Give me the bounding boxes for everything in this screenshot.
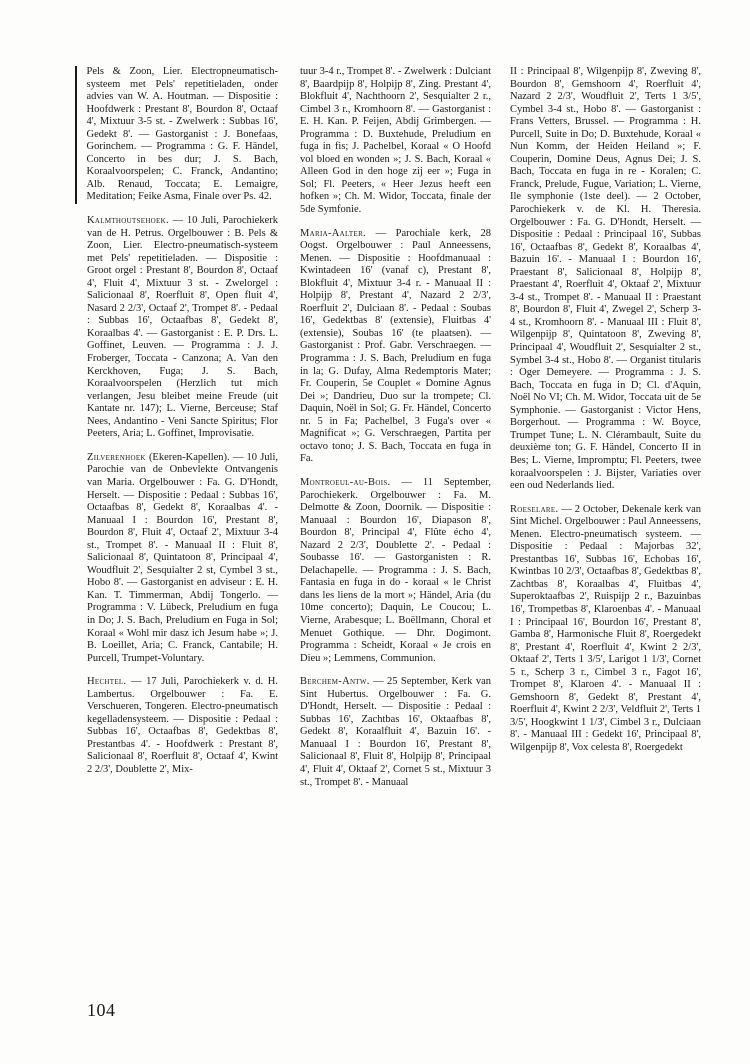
entry-paragraph xyxy=(300,477,491,665)
entry-paragraph xyxy=(87,452,278,665)
place-name: Hechtel. xyxy=(87,676,127,688)
text-column-1 xyxy=(87,66,278,788)
entry-paragraph xyxy=(300,66,491,217)
place-name: Zilverenhoek xyxy=(87,451,146,463)
place-name: Berchem-Antw. xyxy=(300,676,370,688)
entry-text: — 2 October, Dekenale kerk van Sint Michel. Orgelbouwer : Paul Anneessens, Menen. Electro-pneumatisch systeem. — Dispositie : Pedaal : Majorbas 32', Prestantbas 16', Subbas 16', Echobas 16', Kwintbas 10 2/3', Octaafbas 8', Gedektbas 8', Zachtbas 8', Koraalbas 4', Fluitbas 4', Superoktaafbas 2', Ruispijp 2 r., Bazuinbas 16', Trompetbas 8', Klaroenbas 4'. - Manuaal I : Principaal 16', Bourdon 16', Prestant 8', Gamba 8', Harmonische Fluit 8', Roergedekt 8', Prestant 4', Roerfluit 4', Kwint 2 2/3', Oktaaf 2', Terts 1 3/5', Larigot 1 1/3', Cornet 5 r., Scherp 3 r., Cimbel 3 r., Fagot 16', Trompet 8', Klaroen 4'. - Manuaal II : Gemshoorn 8', Gedekt 8', Prestant 4', Roerfluit 4', Kwint 2 2/3', Veldfluit 2', Terts 1 3/5', Hoogkwint 1 1/3', Cimbel 3 r., Dulciaan 8'. - Manuaal III : Gedekt 16', Principaal 8', Wilgenpijp 8', Vox celesta 8', Roergedekt xyxy=(510,503,701,753)
entry-text: II : Principaal 8', Wilgenpijp 8', Zweving 8', Bourdon 8', Gemshoorn 4', Roerfluit 4', Nazard 2 2/3', Woudfluit 2', Terts 1 3/5', Cymbel 3-4 st., Hobo 8'. — Gastorganist : Frans Vetters, Brussel. — Programma : H. Purcell, Suite in Do; D. Buxtehude, Koraal « Nun Komm, der Heiden Heiland »; F. Couperin, Domine Deus, Agnus Dei; J. S. Bach, Toccata en fuga in re - Koralen; C. Franck, Prelude, Fugue, Variation; L. Vierne, Ile symphonie (1ste deel). — 2 October, Parochiekerk v. de Kl. H. Theresia. Orgelbouwer : Fa. G. D'Hondt, Herselt. — Dispositie : Pedaal : Principaal 16', Subbas 16', Octaafbas 8', Gedekt 8', Koraalbas 4', Bazuin 16'. - Manuaal I : Bourdon 16', Praestant 8', Salicionaal 8', Holpijp 8', Praestant 4', Roerfluit 4', Oktaaf 2', Mixtuur 3-4 st., Trompet 8'. - Manuaal II : Praestant 8', Bourdon 8', Fluit 4', Zwegel 2', Scherp 3-4 st., Kromhoorn 8'. - Manuaal III : Fluit 8', Wilgenpijp 8', Quintatoon 8', Zweving 8', Principaal 4', Woudfluit 2', Sesquialter 2 st., Symbel 3-4 st., Hobo 8'. — Organist titularis : Oger Demeyere. — Programma : J. S. Bach, Toccata en fuga in D; Cl. d'Aquin, Noël No VI; Ch. M. Widor, Toccata uit de 5e Symphonie. — Gastorganist : Victor Hens, Borgerhout. — Programma : W. Boyce, Trumpet Tune; L. N. Clérambault, Suite du deuxième ton; G. F. Händel, Concerto II in Bes; L. Vierne, Impromptu; Fl. Peeters, twee koraalvoorspelen : J. Bijster, Variaties over een oud Nederlands lied. xyxy=(510,66,701,492)
entry-text: — Parochiale kerk, 28 Oogst. Orgelbouwer : Paul Anneessens, Menen. — Dispositie : Hoofdmanuaal : Kwintadeen 16' (vanaf c), Prestant 8', Blokfluit 4', Mixtuur 3-4 r. - Manuaal II : Holpijp 8', Prestant 4', Nazard 2 2/3', Roerfluit 2', Dulciaan 8'. - Pedaal : Soubas 16', Gedektbas 8' (extensie), Fluitbas 4' (extensie), Soubas 16' (te plaatsen). — Gastorganist : Prof. Gabr. Verschraegen. — Programma : J. S. Bach, Preludium en fuga in la; G. Dufay, Alma Redemptoris Mater; Fr. Couperin, 5e Couplet « Domine Agnus Dei »; Dandrieu, Duo sur la trompete; Cl. Daquin, Noël in Sol; G. Fr. Händel, Concerto nr. 5 in Fa; Pachelbel, 3 Fuga's over « Magnificat »; G. Verschraegen, Partita per octavo tono; J. S. Bach, Toccata en fuga in Fa. xyxy=(300,227,491,465)
entry-text: tuur 3-4 r., Trompet 8'. - Zwelwerk : Dulciant 8', Baardpijp 8', Holpijp 8', Zing. Prestant 4', Blokfluit 4', Nachthoorn 2', Sesquialter 2 r., Cimbel 3 r., Kromhoorn 8'. — Gastorganist : E. H. Kan. P. Feijen, Abdij Grimbergen. — Programma : D. Buxtehude, Preludium en fuga in fis; J. Pachelbel, Koraal « O Hoofd vol bloed en wonden »; J. S. Bach, Koraal « Alleen God in den hoge zij eer »; Fuga in Sol; Fl. Peeters, « Heer Jezus heeft een hofken »; Ch. M. Widor, Toccata, finale der 5de Symfonie. xyxy=(300,66,491,216)
entry-paragraph xyxy=(87,66,279,204)
text-column-3 xyxy=(510,66,701,766)
place-name: Montroeul-au-Bois. xyxy=(300,476,391,488)
entry-text: — 10 Juli, Parochiekerk van de H. Petrus. Orgelbouwer : B. Pels & Zoon, Lier. Electro-pneumatisch-systeem met Pels' repetitieladen. — Dispositie : Groot orgel : Prestant 8', Bourdon 8', Octaaf 4', Fluit 4', Mixtuur 3 st. - Zwelorgel : Salicionaal 8', Roerfluit 8', Open fluit 4', Nasard 2 2/3', Octaaf 2', Trompet 8'. - Pedaal : Subbas 16', Octaafbas 8', Gedekt 8', Koraalbas 4'. — Gastorganist : E. P. Drs. L. Goffinet, Leuven. — Programma : J. J. Froberger, Toccata - Canzona; A. Van den Kerckhoven, Fuga; J. S. Bach, Koraalvoorspelen (Herzlich tut mich verlangen, Jesu bleibet meine Freude (uit Kantate nr. 147); L. Vierne, Berceuse; Staf Nees, Andantino - Veni Sancte Spiritus; Flor Peeters, Aria; L. Goffinet, Improvisatie. xyxy=(87,215,278,440)
concert-entry xyxy=(300,66,491,217)
entry-text: — 17 Juli, Parochiekerk v. d. H. Lambertus. Orgelbouwer : Fa. E. Verschueren, Tongeren. Electro-pneumatisch kegelladensysteem. — Dispositie : Pedaal : Subbas 16', Octaafbas 8', Gedektbas 8', Prestantbas 4'. - Hoofdwerk : Prestant 8', Salicionaal 8', Roerfluit 8', Octaaf 4', Kwint 2 2/3', Doublette 2', Mix- xyxy=(87,676,278,775)
entry-text: Pels & Zoon, Lier. Electropneumatisch-systeem met Pels' repetitieladen, onder advies van W. A. Houtman. — Dispositie : Hoofdwerk : Prestant 8', Bourdon 8', Octaaf 4', Mixtuur 3-5 st. - Zwelwerk : Subbas 16', Gedekt 8'. — Gastorganist : J. Bonefaas, Gorinchem. — Programma : G. F. Händel, Concerto in bes dur; J. S. Bach, Koraalvoorspelen; C. Franck, Andantino; Alb. Renaud, Toccata; E. Lemaigre, Meditation; Feike Asma, Finale over Ps. 42. xyxy=(86,66,278,203)
concert-entry xyxy=(300,477,491,665)
place-name: Kalmthoutsehoek. xyxy=(87,215,169,227)
text-column-2 xyxy=(300,66,491,800)
concert-entry xyxy=(300,676,491,789)
entry-text: — 11 September, Parochiekerk. Orgelbouwer : Fa. M. Delmotte & Zoon, Doornik. — Dispositie : Manuaal : Bourdon 16', Diapason 8', Bourdon 8', Principal 4', Flûte écho 4', Nazard 2 2/3', Doublette 2'. - Pedaal : Soubasse 16'. — Gastorganisten : R. Delachapelle. — Programma : J. S. Bach, Fantasia en fuga in do - koraal « le Christ dans les liens de la mort »; Händel, Aria (du 10me concerto); Daquin, Le Coucou; L. Vierne, Arabesque; L. Boëllmann, Choral et Menuet Gothique. — Dhr. Dogimont. Programma : Scheidt, Koraal « Je crois en Dieu »; Lemmens, Communion. xyxy=(300,476,491,664)
entry-paragraph xyxy=(87,676,278,776)
place-name: Roeselare. xyxy=(510,503,559,515)
concert-entry xyxy=(300,228,491,466)
entry-paragraph xyxy=(510,66,701,493)
entry-text: (Ekeren-Kapellen). — 10 Juli, Parochie van de Onbevlekte Ontvangenis van Maria. Orgelbouwer : Fa. G. D'Hondt, Herselt. — Dispositie : Pedaal : Subbas 16', Octaafbas 8', Gedekt 8', Koraalbas 4'. - Manuaal I : Bourdon 16', Prestant 8', Bourdon 8', Fluit 4', Octaaf 2', Mixtuur 3-4 st., Trompet 8'. - Manuaal II : Fluit 8', Salicionaal 8', Quintatoon 8', Principaal 4', Woudfluit 2', Sesquialter 2 st, Cymbel 3 st., Hobo 8'. — Gastorganist en adviseur : E. H. Kan. T. Timmerman, Abdij Tongerlo. — Programma : V. Lübeck, Preludium en fuga in Do; J. S. Bach, Preludium en Fuga in Sol; Koraal « Wohl mir dasz ich Jesum habe »; J. B. Loeillet, Aria; C. Franck, Cantabile; H. Purcell, Trumpet-Voluntary. xyxy=(87,451,278,664)
page-number: 104 xyxy=(87,1000,116,1020)
concert-entry xyxy=(87,215,278,441)
concert-entry xyxy=(75,66,278,204)
entry-paragraph xyxy=(510,504,701,755)
concert-entry xyxy=(87,452,278,665)
place-name: Maria-Aalter. xyxy=(300,227,366,239)
concert-entry xyxy=(87,676,278,776)
concert-entry xyxy=(510,66,701,493)
entry-paragraph xyxy=(87,215,278,441)
entry-paragraph xyxy=(300,228,491,466)
entry-text: — 25 September, Kerk van Sint Hubertus. Orgelbouwer : Fa. G. D'Hondt, Herselt. — Dispositie : Pedaal : Subbas 16', Zachtbas 16', Oktaafbas 8', Gedekt 8', Koraalfluit 4', Bazuin 16'. - Manuaal I : Bourdon 16', Prestant 8', Salicionaal 8', Fluit 8', Holpijp 8', Principaal 4', Fluit 4', Oktaaf 2', Cornet 5 st., Mixtuur 3 st., Trompet 8'. - Manuaal xyxy=(300,676,491,788)
concert-entry xyxy=(510,504,701,755)
entry-paragraph xyxy=(300,676,491,789)
